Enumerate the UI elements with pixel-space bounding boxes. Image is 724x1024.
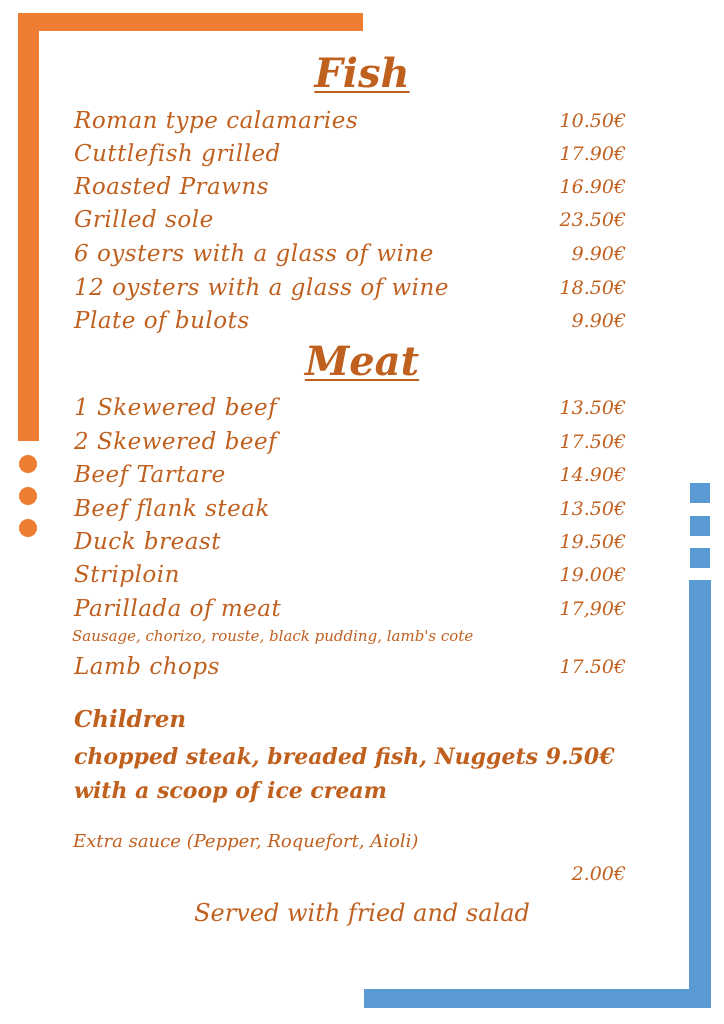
item-price: 19.50€ (559, 531, 626, 553)
item-name: 2 Skewered beef (74, 429, 278, 455)
item-price: 13.50€ (559, 397, 626, 419)
menu-item (74, 308, 626, 338)
item-name: Plate of bulots (74, 308, 250, 334)
parillada-detail: Sausage, chorizo, rouste, black pudding, lamb's cote (72, 627, 474, 645)
item-name: Beef Tartare (74, 462, 226, 488)
item-price: 18.50€ (559, 277, 626, 299)
extra-sauce-label: Extra sauce (Pepper, Roquefort, Aioli) (73, 831, 419, 852)
item-name: Lamb chops (74, 654, 220, 680)
item-name: 1 Skewered beef (74, 395, 278, 421)
menu-item (74, 395, 626, 425)
menu-item (74, 429, 626, 459)
item-price: 16.90€ (559, 176, 626, 198)
menu-item (74, 596, 626, 626)
item-price: 17.50€ (559, 656, 626, 678)
item-price: 17.50€ (559, 431, 626, 453)
item-name: Duck breast (74, 529, 221, 555)
item-price: 23.50€ (559, 209, 626, 231)
item-name: Roasted Prawns (74, 174, 270, 200)
item-name: Roman type calamaries (74, 108, 359, 134)
children-line: chopped steak, breaded fish, Nuggets 9.50€ (74, 744, 615, 770)
fish-section-title: Fish (314, 50, 410, 97)
menu-item (74, 207, 626, 237)
item-price: 17,90€ (559, 598, 626, 620)
item-price: 9.90€ (571, 310, 626, 332)
item-price: 14.90€ (559, 464, 626, 486)
menu-item (74, 654, 626, 684)
children-heading: Children (74, 706, 187, 733)
menu-item (74, 529, 626, 559)
menu-item (74, 174, 626, 204)
menu-item (74, 496, 626, 526)
item-name: Striploin (74, 562, 180, 588)
item-name: 12 oysters with a glass of wine (74, 275, 449, 301)
meat-section-title: Meat (304, 338, 420, 385)
menu-item (74, 141, 626, 171)
item-price: 13.50€ (559, 498, 626, 520)
item-price: 19.00€ (559, 564, 626, 586)
item-name: Parillada of meat (74, 596, 282, 622)
served-with-note: Served with fried and salad (194, 899, 530, 927)
item-name: 6 oysters with a glass of wine (74, 241, 434, 267)
item-price: 9.90€ (571, 243, 626, 265)
extra-sauce-price: 2.00€ (571, 863, 626, 885)
item-price: 17.90€ (559, 143, 626, 165)
menu-item (74, 562, 626, 592)
item-price: 10.50€ (559, 110, 626, 132)
menu-item (74, 462, 626, 492)
menu-item (74, 108, 626, 138)
menu-item (74, 275, 626, 305)
children-line: with a scoop of ice cream (74, 778, 387, 804)
menu-item (74, 241, 626, 271)
item-name: Grilled sole (74, 207, 214, 233)
item-name: Cuttlefish grilled (74, 141, 281, 167)
item-name: Beef flank steak (74, 496, 270, 522)
